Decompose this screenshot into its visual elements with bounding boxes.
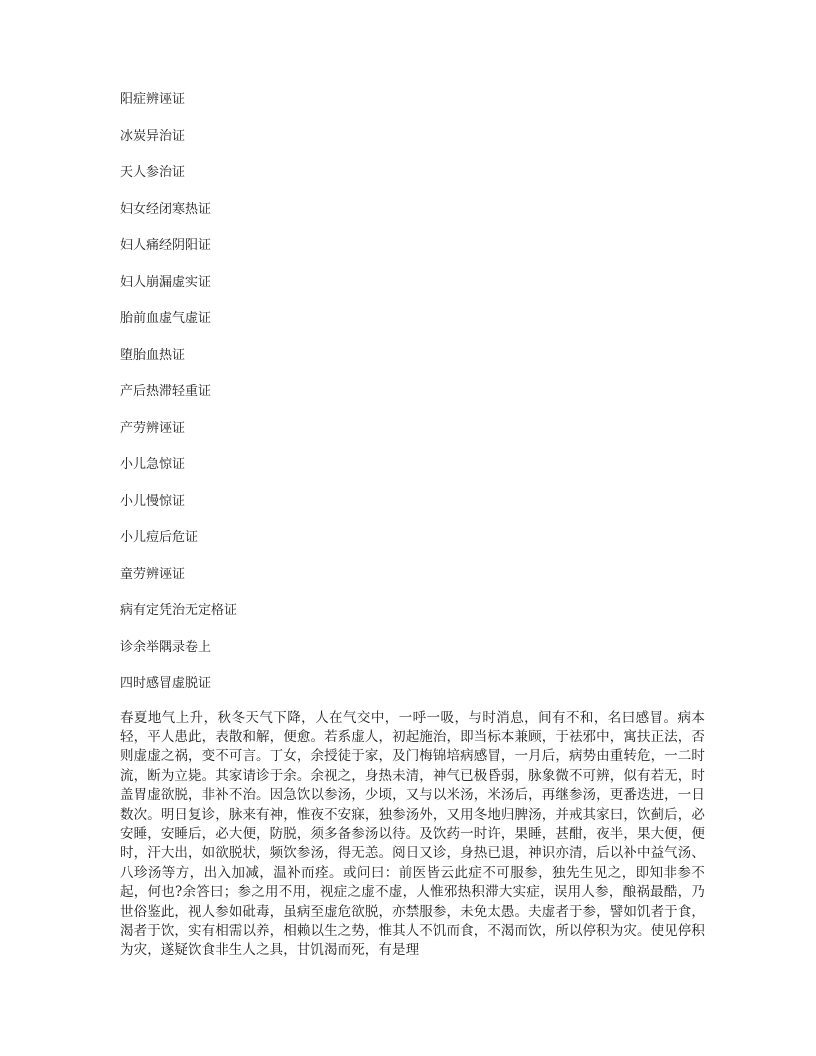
heading-duo-tai: 堕胎血热证 <box>120 347 186 363</box>
heading-fu-ren-beng-lou: 妇人崩漏虚实证 <box>120 274 212 290</box>
heading-fu-ren-tong-jing: 妇人痛经阴阳证 <box>120 238 212 253</box>
heading-xiao-er-ji-jing: 小儿急惊证 <box>120 457 186 472</box>
heading-tai-qian: 胎前血虚气虚证 <box>120 311 212 326</box>
document-page <box>120 88 705 961</box>
heading-xiao-er-man-jing: 小儿慢惊证 <box>120 493 186 509</box>
heading-yang-zheng: 阳症辨诬证 <box>120 92 186 107</box>
heading-fu-nv-jing-bi: 妇女经闭寒热证 <box>120 201 212 217</box>
heading-chan-lao: 产劳辨诬证 <box>120 420 186 436</box>
heading-tong-lao: 童劳辨诬证 <box>120 566 186 582</box>
heading-bing-tan: 冰炭异治证 <box>120 128 186 144</box>
heading-xiao-er-dou-hou: 小儿痘后危证 <box>120 530 199 545</box>
heading-chan-hou: 产后热滞轻重证 <box>120 384 212 399</box>
heading-bing-you-ding-ping: 病有定凭治无定格证 <box>120 603 238 618</box>
heading-volume-title: 诊余举隅录卷上 <box>120 639 212 655</box>
heading-si-shi-gan-mao: 四时感冒虚脱证 <box>120 676 212 691</box>
heading-tian-ren-shen: 天人参治证 <box>120 165 186 180</box>
body-paragraph: 春夏地气上升，秋冬天气下降，人在气交中，一呼一吸，与时消息，间有不和，名曰感冒。病本轻，平人患此，表散和解，便愈。若系虚人，初起施治，即当标本兼顾，于祛邪中，寓扶正法，否则虚虚之祸，变不可言。丁女，余授徒于家，及门梅锦培病感冒，一月后，病势由重转危，一二时流，断为立毙。其家请诊于余。余视之，身热未清，神气已极昏弱，脉象微不可辨，似有若无，时盖胃虚欲脱，非补不治。因急饮以参汤，少顷，又与以米汤，米汤后，再继参汤，更番迭进，一日数次。明日复诊，脉来有神，惟夜不安寐，独参汤外，又用冬地归脾汤，并戒其家曰，饮蓟后，必安睡，安睡后，必大便，防脱，须多备参汤以待。及饮药一时许，果睡，甚酣，夜半，果大便，便时，汗大出，如欲脱状，频饮参汤，得无恙。阅日又诊，身热已退，神识亦清，后以补中益气汤、八珍汤等方，出入加减，温补而痊。或问曰：前医皆云此症不可服参，独先生见之，即知非参不起，何也?余答曰；参之用不用，视症之虚不虚，人惟邪热积滞大实症，误用人参，酿祸最酷，乃世俗鉴此，视人参如砒毒，虽病至虚危欲脱，亦禁服参，未免太愚。夫虚者于参，譬如饥者于食，渴者于饮，实有相需以养，相赖以生之势，惟其人不饥而食，不渴而饮，所以停积为灾。使见停积为灾，遂疑饮食非生人之具，甘饥渴而死，有是理 <box>120 709 705 959</box>
